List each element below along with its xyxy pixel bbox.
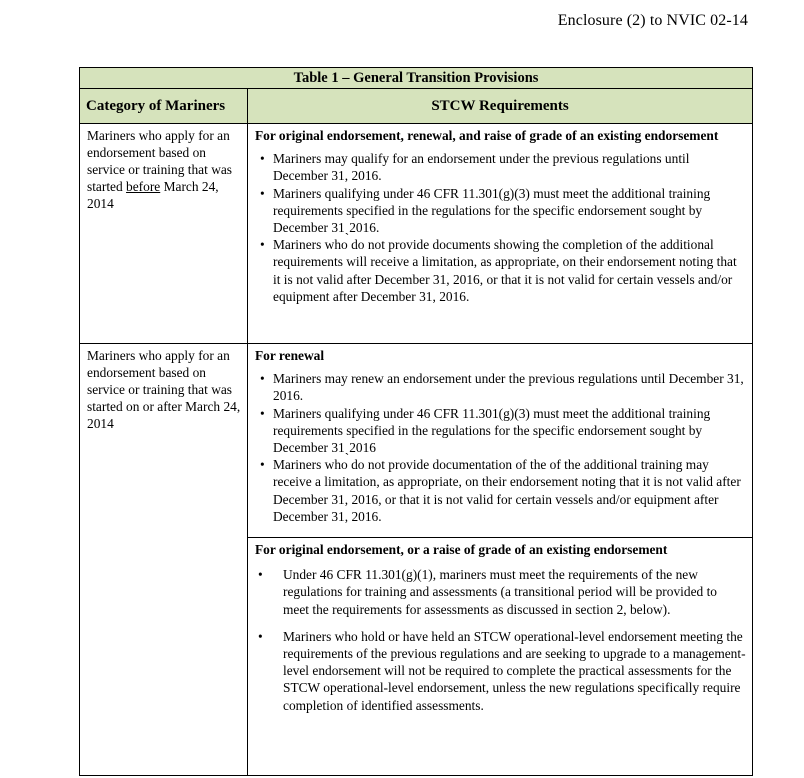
table-title: Table 1 – General Transition Provisions	[80, 68, 753, 89]
bullet-icon: •	[260, 237, 265, 253]
list-item-text: Mariners who do not provide documentation of the of the additional training may receive a limitation, as appropriate, on their endorsement noting that it is not valid after December 31, 2016, or that it is not valid for certain vessels and/or equipment after December 31, 2016.	[273, 457, 741, 524]
list-item	[258, 628, 746, 714]
bullet-icon: •	[260, 457, 265, 473]
category-text-end: March 24, 2014	[87, 179, 219, 211]
requirements-heading: For original endorsement, renewal, and raise of grade of an existing endorsement	[255, 128, 719, 143]
bullet-icon: •	[260, 405, 265, 421]
list-item-text: Mariners may renew an endorsement under the previous regulations until December 31, 2016.	[273, 371, 744, 404]
list-item-text: Mariners who hold or have held an STCW operational-level endorsement meeting the requirements of the previous regulations and are seeking to upgrade to a management-level endorsement will not be required to complete the practical assessments for the STCW operational-level endorsement, unless the new regulations specifically require completion of identified assessments.	[283, 628, 746, 713]
list-item	[260, 236, 746, 305]
category-text: Mariners who apply for an endorsement based on service or training that was started	[87, 128, 233, 194]
requirements-heading: For renewal	[255, 348, 325, 363]
list-item	[260, 150, 746, 184]
bullet-icon: •	[258, 567, 263, 583]
requirements-list	[255, 566, 746, 714]
bullet-icon: •	[260, 185, 265, 201]
table-row	[80, 344, 753, 538]
bullet-icon: •	[260, 151, 265, 167]
requirements-heading: For original endorsement, or a raise of grade of an existing endorsement	[255, 542, 668, 557]
column-header-category: Category of Mariners	[80, 89, 248, 124]
category-cell	[80, 124, 248, 344]
requirements-cell	[248, 538, 753, 776]
list-item	[260, 456, 746, 525]
enclosure-header: Enclosure (2) to NVIC 02-14	[557, 12, 748, 29]
column-header-requirements: STCW Requirements	[248, 89, 753, 124]
requirements-list	[255, 370, 746, 525]
list-item	[260, 370, 746, 404]
bullet-icon: •	[258, 628, 263, 644]
transition-provisions-table	[79, 67, 753, 776]
category-emphasis: before	[126, 179, 161, 194]
list-item-text: Mariners qualifying under 46 CFR 11.301(g)(3) must meet the additional training requirements specified in the regulations for the specific endorsement sought by December 31ˏ2016	[273, 405, 711, 456]
list-item-text: Under 46 CFR 11.301(g)(1), mariners must meet the requirements of the new regulations for training and assessments (a transitional period will be provided to meet the requirements for assessments as discussed in section 2, below).	[283, 567, 717, 617]
table-row	[80, 124, 753, 344]
list-item-text: Mariners who do not provide documents showing the completion of the additional requirements will receive a limitation, as appropriate, on their endorsement noting that it is not valid after December 31, 2016, or that it is not valid for certain vessels and/or equipment after December 31, 2016.	[273, 237, 737, 304]
list-item	[260, 185, 746, 237]
category-cell: Mariners who apply for an endorsement based on service or training that was started on or after March 24, 2014	[80, 344, 248, 776]
list-item-text: Mariners qualifying under 46 CFR 11.301(g)(3) must meet the additional training requirements specified in the regulations for the specific endorsement sought by December 31ˏ2016.	[273, 185, 711, 236]
table-title-row	[80, 68, 753, 89]
list-item	[258, 566, 746, 618]
list-item-text: Mariners may qualify for an endorsement under the previous regulations until December 31, 2016.	[273, 151, 690, 184]
requirements-list	[255, 150, 746, 305]
requirements-cell	[248, 344, 753, 538]
requirements-cell	[248, 124, 753, 344]
table-header-row	[80, 89, 753, 124]
list-item	[260, 405, 746, 457]
bullet-icon: •	[260, 371, 265, 387]
